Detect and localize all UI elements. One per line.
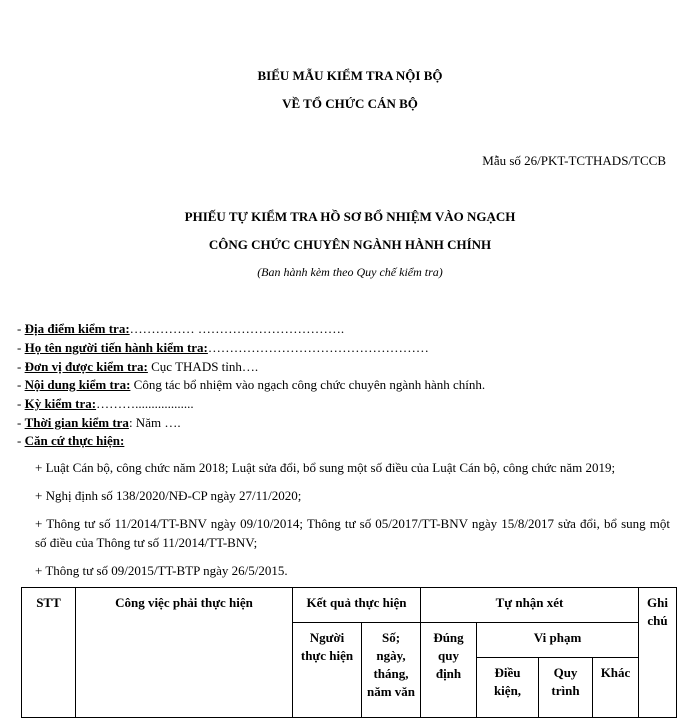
field-value: Cục THADS tỉnh…. — [147, 359, 259, 374]
field-inspection-content: - Nội dung kiểm tra: Công tác bổ nhiệm vào ngạch công chức chuyên ngành hành chính. — [17, 377, 486, 392]
col-header-condition: Điều kiện, — [477, 658, 539, 718]
doc-title-line2: VỀ TỔ CHỨC CÁN BỘ — [282, 96, 418, 111]
inspection-table — [21, 587, 677, 718]
col-header-other: Khác — [593, 658, 639, 718]
field-label: Họ tên người tiến hành kiểm tra: — [24, 340, 208, 355]
field-label: Kỳ kiểm tra: — [24, 396, 97, 411]
field-value: : Năm …. — [128, 415, 181, 430]
form-title-line1: PHIẾU TỰ KIỂM TRA HỒ SƠ BỔ NHIỆM VÀO NGẠCH — [184, 209, 516, 224]
col-header-task: Công việc phải thực hiện — [76, 588, 293, 718]
basis-item: + Thông tư số 11/2014/TT-BNV ngày 09/10/2014; Thông tư số 05/2017/TT-BNV ngày 15/8/2017 sửa đổi, bổ sung một số điều của Thông tư số 11/2014/TT-BNV; — [35, 516, 670, 550]
col-header-violation: Vi phạm — [477, 623, 639, 658]
col-header-correct: Đúng quy định — [421, 623, 477, 718]
col-header-stt: STT — [22, 588, 76, 718]
field-value: …………… ……………………………. — [129, 321, 345, 336]
col-header-person: Người thực hiện — [293, 623, 362, 718]
doc-title-line1: BIỂU MẪU KIỂM TRA NỘI BỘ — [257, 68, 443, 83]
field-label: Thời gian kiểm tra — [24, 415, 129, 430]
form-title-line2: CÔNG CHỨC CHUYÊN NGÀNH HÀNH CHÍNH — [208, 237, 492, 252]
field-inspector-name: - Họ tên người tiến hành kiểm tra:…………………………………………… — [17, 340, 429, 355]
form-subtitle: (Ban hành kèm theo Quy chế kiểm tra) — [257, 265, 443, 279]
field-inspection-location: - Địa điểm kiểm tra:…………… ……………………………. — [17, 321, 345, 336]
field-label: Căn cứ thực hiện: — [24, 433, 125, 448]
basis-item: + Luật Cán bộ, công chức năm 2018; Luật sửa đổi, bổ sung một số điều của Luật Cán bộ, công chức năm 2019; — [35, 460, 616, 475]
basis-item: + Thông tư số 09/2015/TT-BTP ngày 26/5/2015. — [35, 563, 288, 578]
col-header-self-review: Tự nhận xét — [421, 588, 639, 623]
field-inspection-time: - Thời gian kiểm tra: Năm …. — [17, 415, 181, 430]
field-label: Địa điểm kiểm tra: — [24, 321, 130, 336]
field-label: Nội dung kiểm tra: — [24, 377, 131, 392]
field-inspection-period: - Kỳ kiểm tra:……….................. — [17, 396, 194, 411]
form-code: Mẫu số 26/PKT-TCTHADS/TCCB — [482, 153, 666, 168]
field-inspected-unit: - Đơn vị được kiểm tra: Cục THADS tỉnh…. — [17, 359, 259, 374]
col-header-doc-number: Số; ngày, tháng, năm văn — [362, 623, 421, 718]
basis-item: + Nghị định số 138/2020/NĐ-CP ngày 27/11/2020; — [35, 488, 302, 503]
field-value: …………………………………………… — [207, 340, 429, 355]
col-header-process: Quy trình — [539, 658, 593, 718]
field-label: Đơn vị được kiểm tra: — [24, 359, 148, 374]
field-value: Công tác bổ nhiệm vào ngạch công chức chuyên ngành hành chính. — [130, 377, 486, 392]
col-header-result: Kết quả thực hiện — [293, 588, 421, 623]
field-value: ……….................. — [96, 396, 194, 411]
col-header-note: Ghi chú — [639, 588, 677, 718]
field-legal-basis: - Căn cứ thực hiện: — [17, 433, 125, 448]
